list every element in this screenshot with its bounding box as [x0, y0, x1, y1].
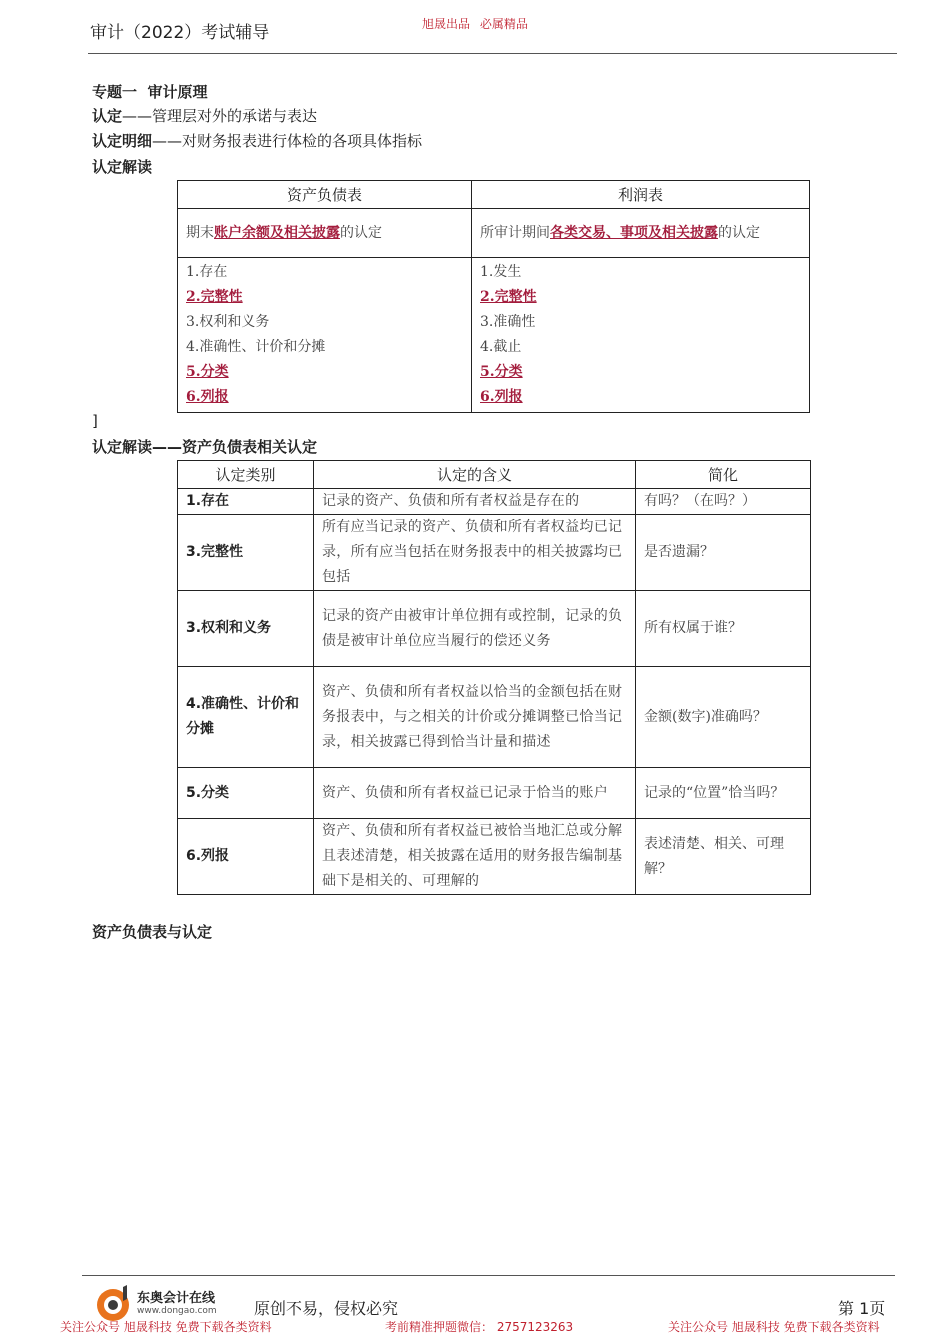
table-row	[178, 489, 811, 515]
page-number: 第 1页	[838, 1299, 886, 1318]
final-heading: 资产负债表与认定	[92, 923, 213, 941]
simple-cell: 金额(数字)准确吗？	[636, 667, 811, 768]
table-header: 利润表	[472, 181, 810, 209]
balance-sheet-assertion-table	[177, 460, 811, 895]
reading-balance-heading: 认定解读——资产负债表相关认定	[92, 438, 318, 456]
category-cell: 3.权利和义务	[178, 591, 314, 667]
reading-heading: 认定解读	[92, 158, 153, 176]
header-title: 审计（2022）考试辅导	[90, 23, 270, 43]
table-row	[178, 819, 811, 895]
dongao-logo-icon	[93, 1283, 137, 1323]
simple-cell: 是否遗漏？	[636, 515, 811, 591]
promo-right: 关注公众号 旭晟科技 免费下载各类资料	[668, 1320, 880, 1334]
header-brand: 旭晟出品 必属精品	[422, 17, 528, 31]
list-item: 4.准确性、计价和分摊	[186, 339, 326, 355]
list-item: 4.截止	[480, 339, 522, 355]
list-item: 5.分类	[480, 364, 523, 380]
balance-sheet-description: 期末账户余额及相关披露的认定	[178, 209, 472, 258]
list-item: 6.列报	[186, 389, 229, 405]
simple-cell: 表述清楚、相关、可理解？	[636, 819, 811, 895]
assertion-overview-table	[177, 180, 810, 413]
table-header: 认定类别	[178, 461, 314, 489]
meaning-cell: 资产、负债和所有者权益以恰当的金额包括在财务报表中，与之相关的计价或分摊调整已恰当记录，相关披露已得到恰当计量和描述	[314, 667, 636, 768]
list-item: 3.准确性	[480, 314, 536, 330]
list-item: 6.列报	[480, 389, 523, 405]
list-item: 1.发生	[480, 264, 522, 280]
income-statement-assertions	[472, 258, 810, 413]
table-row	[178, 591, 811, 667]
table-row	[178, 515, 811, 591]
table-row	[178, 768, 811, 819]
header-divider	[88, 53, 897, 54]
category-cell: 5.分类	[178, 768, 314, 819]
meaning-cell: 资产、负债和所有者权益已被恰当地汇总或分解且表述清楚，相关披露在适用的财务报告编制基础下是相关的、可理解的	[314, 819, 636, 895]
meaning-cell: 记录的资产由被审计单位拥有或控制，记录的负债是被审计单位应当履行的偿还义务	[314, 591, 636, 667]
assertion-detail-line: 认定明细——对财务报表进行体检的各项具体指标	[92, 132, 423, 150]
assertion-line: 认定——管理层对外的承诺与表达	[92, 107, 318, 125]
table-row	[178, 667, 811, 768]
list-item: 2.完整性	[480, 289, 537, 305]
category-cell: 6.列报	[178, 819, 314, 895]
logo-url: www.dongao.com	[137, 1306, 217, 1316]
promo-left: 关注公众号 旭晟科技 免费下载各类资料	[60, 1320, 272, 1334]
simple-cell: 记录的“位置”恰当吗？	[636, 768, 811, 819]
list-item: 5.分类	[186, 364, 229, 380]
logo-name: 东奥会计在线	[137, 1291, 216, 1306]
list-item: 3.权利和义务	[186, 314, 270, 330]
table-header: 资产负债表	[178, 181, 472, 209]
footer-slogan: 原创不易，侵权必究	[254, 1299, 399, 1318]
list-item: 1.存在	[186, 264, 228, 280]
category-cell: 1.存在	[178, 489, 314, 515]
simple-cell: 所有权属于谁？	[636, 591, 811, 667]
list-item: 2.完整性	[186, 289, 243, 305]
table-header: 认定的含义	[314, 461, 636, 489]
meaning-cell: 资产、负债和所有者权益已记录于恰当的账户	[314, 768, 636, 819]
balance-sheet-assertions	[178, 258, 472, 413]
footer-divider	[82, 1275, 895, 1276]
income-statement-description: 所审计期间各类交易、事项及相关披露的认定	[472, 209, 810, 258]
category-cell: 3.完整性	[178, 515, 314, 591]
topic-heading: 专题一 审计原理	[92, 83, 208, 101]
category-cell: 4.准确性、计价和分摊	[178, 667, 314, 768]
simple-cell: 有吗？（在吗？）	[636, 489, 811, 515]
bracket-mark: ]	[92, 412, 98, 430]
meaning-cell: 所有应当记录的资产、负债和所有者权益均已记录，所有应当包括在财务报表中的相关披露均已包括	[314, 515, 636, 591]
table-header: 简化	[636, 461, 811, 489]
promo-center: 考前精准押题微信： 2757123263	[385, 1320, 574, 1334]
meaning-cell: 记录的资产、负债和所有者权益是存在的	[314, 489, 636, 515]
